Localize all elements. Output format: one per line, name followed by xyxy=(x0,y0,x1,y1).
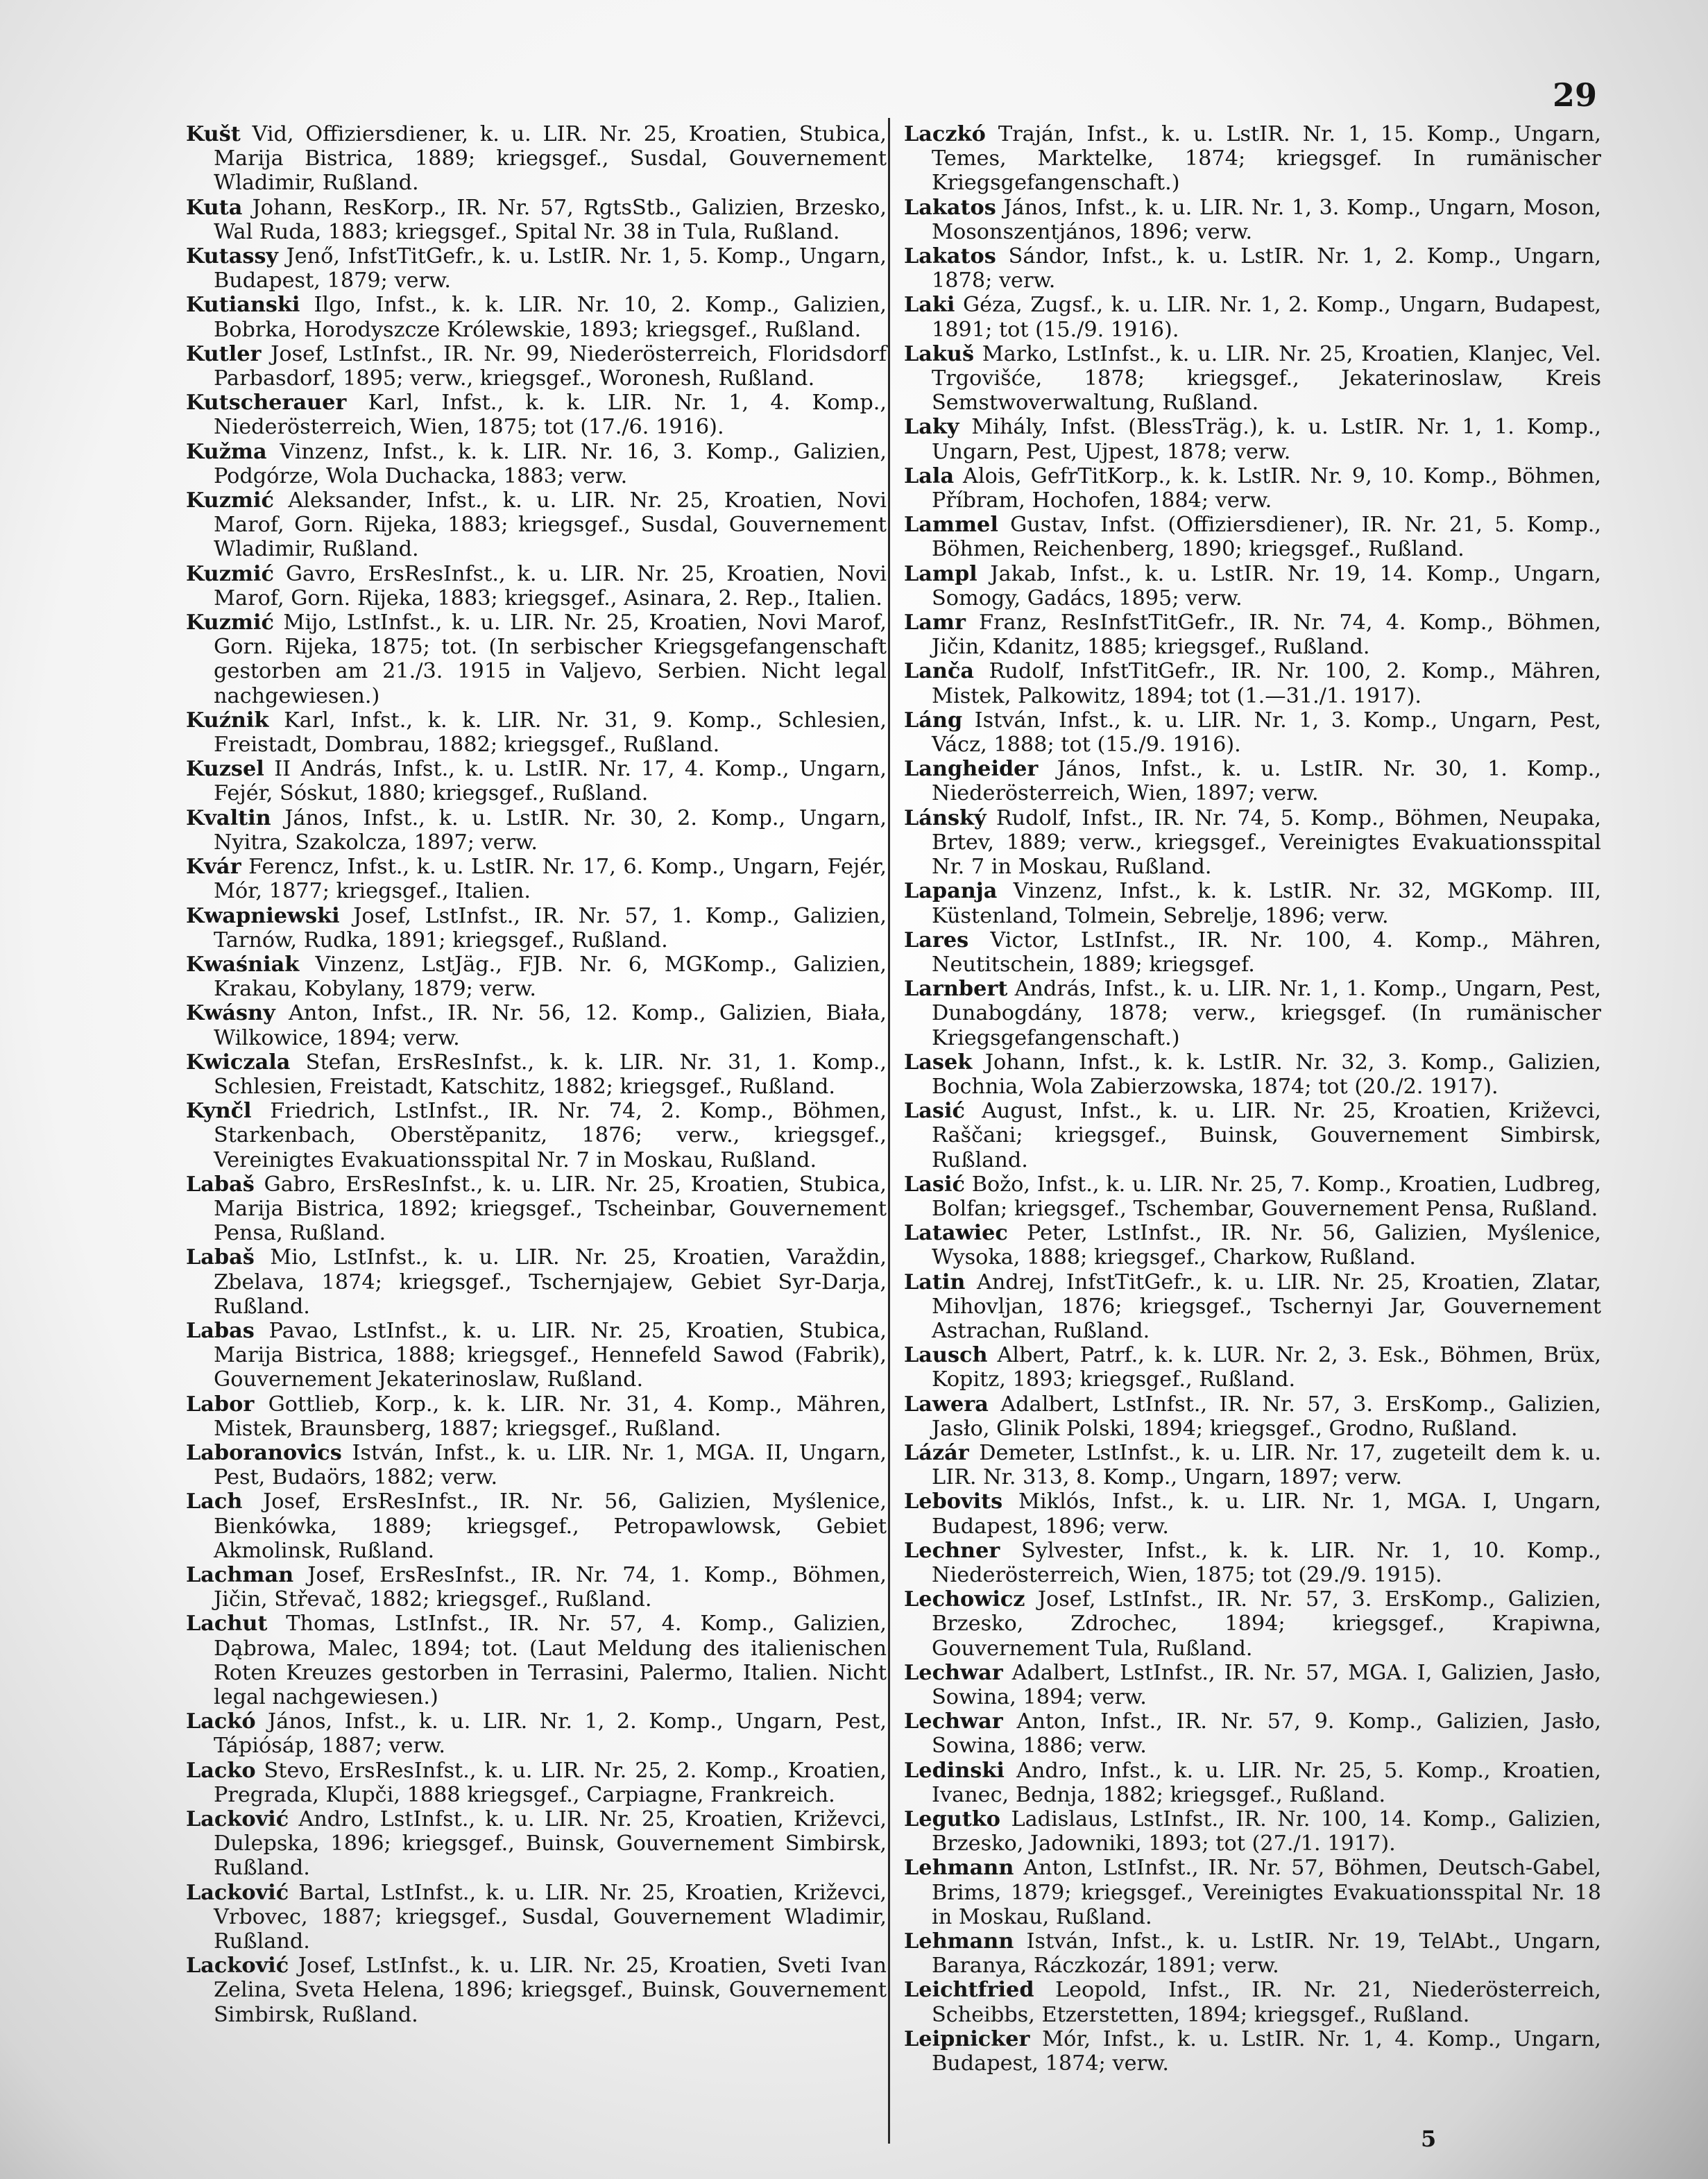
entry-surname: Kužma xyxy=(186,439,267,464)
entry-details: Stevo, ErsResInfst., k. u. LIR. Nr. 25, 2. Komp., Kroatien, Pregrada, Klupči, 1888 kriegsgef., Carpiagne, Frankreich. xyxy=(214,1758,887,1807)
register-entry xyxy=(904,293,1601,341)
entry-surname: Labaš xyxy=(186,1245,255,1270)
entry-details: István, Infst., k. u. LIR. Nr. 1, 3. Komp., Ungarn, Pest, Vácz, 1888; tot (15./9. 1916). xyxy=(932,708,1601,758)
entry-details: Aleksander, Infst., k. u. LIR. Nr. 25, Kroatien, Novi Marof, Gorn. Rijeka, 1883; kriegsgef., Susdal, Gouvernement Wladimir, Rußland. xyxy=(214,488,887,562)
register-entry xyxy=(904,928,1601,977)
entry-details: Andro, LstInfst., k. u. LIR. Nr. 25, Kroatien, Križevci, Dulepska, 1896; kriegsgef., Buinsk, Gouvernement Simbirsk, Rußland. xyxy=(214,1807,887,1881)
register-entry xyxy=(904,562,1601,610)
entry-surname: Lacković xyxy=(186,1880,289,1905)
entry-details: Ilgo, Infst., k. k. LIR. Nr. 10, 2. Komp., Galizien, Bobrka, Horodyszcze Królewskie, 1893; kriegsgef., Rußland. xyxy=(214,293,887,342)
entry-surname: Lachut xyxy=(186,1612,268,1637)
entry-details: Vinzenz, Infst., k. k. LIR. Nr. 16, 3. Komp., Galizien, Podgórze, Wola Duchacka, 1883; verw. xyxy=(214,439,887,488)
entry-surname: Lánský xyxy=(904,805,987,830)
entry-surname: Lakuš xyxy=(904,341,975,366)
column-divider xyxy=(888,118,890,2144)
entry-surname: Lampl xyxy=(904,561,977,586)
entry-surname: Lehmann xyxy=(904,1929,1014,1954)
entry-surname: Laczkó xyxy=(904,122,986,146)
entry-details: Bartal, LstInfst., k. u. LIR. Nr. 25, Kroatien, Križevci, Vrbovec, 1887; kriegsgef., Susdal, Gouvernement Wladimir, Rußland. xyxy=(214,1880,887,1954)
entry-surname: Latin xyxy=(904,1270,966,1294)
entry-details: Johann, ResKorp., IR. Nr. 57, RgtsStb., Galizien, Brzesko, Wal Ruda, 1883; kriegsgef., Spital Nr. 38 in Tula, Rußland. xyxy=(214,195,887,244)
register-entry xyxy=(186,1172,887,1246)
entry-surname: Lammel xyxy=(904,513,998,538)
entry-details: Johann, Infst., k. k. LstIR. Nr. 32, 3. Komp., Galizien, Bochnia, Wola Zabierzowska, 1874; tot (20./2. 1917). xyxy=(932,1050,1601,1099)
entry-surname: Lanča xyxy=(904,659,975,684)
entry-surname: Lapanja xyxy=(904,879,998,904)
entry-details: Albert, Patrf., k. k. LUR. Nr. 2, 3. Esk., Böhmen, Brüx, Kopitz, 1893; kriegsgef., Rußland. xyxy=(932,1343,1601,1392)
entry-surname: Kuzsel xyxy=(186,757,264,782)
entry-surname: Labaš xyxy=(186,1172,255,1197)
entry-details: Andrej, InfstTitGefr., k. u. LIR. Nr. 25, Kroatien, Zlatar, Mihovljan, 1876; kriegsgef., Tschernyi Jar, Gouvernement Astrachan, Rußland. xyxy=(932,1270,1601,1343)
entry-surname: Kutianski xyxy=(186,293,300,318)
entry-details: Demeter, LstInfst., k. u. LIR. Nr. 17, zugeteilt dem k. u. LIR. Nr. 313, 8. Komp., Ungarn, 1897; verw. xyxy=(932,1440,1601,1490)
register-entry xyxy=(904,879,1601,928)
entry-surname: Kutassy xyxy=(186,244,279,269)
register-entry xyxy=(186,757,887,805)
register-entry xyxy=(186,196,887,244)
entry-surname: Lechner xyxy=(904,1538,1000,1563)
entry-details: Josef, LstInfst., IR. Nr. 99, Niederösterreich, Floridsdorf Parbasdorf, 1895; verw., kriegsgef., Woronesh, Rußland. xyxy=(214,341,887,391)
entry-details: Victor, LstInfst., IR. Nr. 100, 4. Komp., Mähren, Neutitschein, 1889; kriegsgef. xyxy=(932,928,1601,977)
entry-details: August, Infst., k. u. LIR. Nr. 25, Kroatien, Križevci, Raščani; kriegsgef., Buinsk, Gouvernement Simbirsk, Rußland. xyxy=(932,1099,1601,1172)
register-entry xyxy=(904,1343,1601,1392)
register-entry xyxy=(904,1539,1601,1587)
register-entry xyxy=(904,977,1601,1050)
entry-details: Mijo, LstInfst., k. u. LIR. Nr. 25, Kroatien, Novi Marof, Gorn. Rijeka, 1875; tot. (In serbischer Kriegsgefangenschaft gestorben am 21./3. 1915 in Valjevo, Serbien. Nicht legal nachgewiesen.) xyxy=(214,610,887,708)
register-entry xyxy=(904,1392,1601,1441)
register-entry xyxy=(904,1099,1601,1172)
entry-surname: Kwaśniak xyxy=(186,952,300,977)
entry-details: Leopold, Infst., IR. Nr. 21, Niederösterreich, Scheibbs, Etzerstetten, 1894; kriegsgef., Rußland. xyxy=(932,1978,1601,2027)
entry-surname: Laky xyxy=(904,415,959,440)
register-entry xyxy=(186,904,887,952)
right-column xyxy=(904,122,1601,2076)
entry-surname: Kwiczala xyxy=(186,1050,291,1075)
register-entry xyxy=(904,1856,1601,1929)
register-entry xyxy=(186,1881,887,1954)
entry-details: Sylvester, Infst., k. k. LIR. Nr. 1, 10. Komp., Niederösterreich, Wien, 1875; tot (29./9. 1915). xyxy=(932,1538,1601,1587)
register-entry xyxy=(186,1245,887,1319)
entry-details: Gottlieb, Korp., k. k. LIR. Nr. 31, 4. Komp., Mähren, Mistek, Braunsberg, 1887; kriegsgef., Rußland. xyxy=(214,1392,887,1441)
register-entry xyxy=(186,1392,887,1441)
entry-details: Adalbert, LstInfst., IR. Nr. 57, MGA. I, Galizien, Jasło, Sowina, 1894; verw. xyxy=(932,1660,1601,1709)
register-entry xyxy=(904,806,1601,880)
register-entry xyxy=(186,708,887,757)
register-entry xyxy=(186,1489,887,1563)
left-column xyxy=(186,122,887,2027)
entry-details: II András, Infst., k. u. LstIR. Nr. 17, 4. Komp., Ungarn, Fejér, Sóskut, 1880; kriegsgef., Rußland. xyxy=(214,757,887,806)
entry-surname: Labas xyxy=(186,1318,255,1343)
entry-surname: Kuzmić xyxy=(186,610,274,635)
entry-surname: Lechwar xyxy=(904,1709,1003,1734)
entry-details: Rudolf, InfstTitGefr., IR. Nr. 100, 2. Komp., Mähren, Mistek, Palkowitz, 1894; tot (1.—31./1. 1917). xyxy=(932,659,1601,708)
entry-surname: Lasić xyxy=(904,1099,965,1124)
register-entry xyxy=(904,1587,1601,1661)
entry-surname: Lebovits xyxy=(904,1489,1003,1514)
register-entry xyxy=(904,342,1601,416)
register-entry xyxy=(186,1050,887,1099)
register-entry xyxy=(186,440,887,488)
register-entry xyxy=(904,1270,1601,1344)
entry-details: Friedrich, LstInfst., IR. Nr. 74, 2. Komp., Böhmen, Starkenbach, Oberstěpanitz, 1876; verw., kriegsgef., Vereinigtes Evakuationsspital Nr. 7 in Moskau, Rußland. xyxy=(214,1099,887,1172)
register-entry xyxy=(904,513,1601,561)
entry-details: Jakab, Infst., k. u. LstIR. Nr. 19, 14. Komp., Ungarn, Somogy, Gadács, 1895; verw. xyxy=(932,561,1601,610)
entry-surname: Lausch xyxy=(904,1343,988,1368)
entry-details: Mio, LstInfst., k. u. LIR. Nr. 25, Kroatien, Varaždin, Zbelava, 1874; kriegsgef., Tschernjajew, Gebiet Syr-Darja, Rußland. xyxy=(214,1245,887,1319)
entry-details: Ladislaus, LstInfst., IR. Nr. 100, 14. Komp., Galizien, Brzesko, Jadowniki, 1893; tot (27./1. 1917). xyxy=(932,1807,1601,1856)
entry-details: János, Infst., k. u. LstIR. Nr. 30, 1. Komp., Niederösterreich, Wien, 1897; verw. xyxy=(932,757,1601,806)
register-entry xyxy=(904,415,1601,463)
entry-surname: Lakatos xyxy=(904,195,996,220)
entry-details: Marko, LstInfst., k. u. LIR. Nr. 25, Kroatien, Klanjec, Vel. Trgovišće, 1878; kriegsgef., Jekaterinoslaw, Kreis Semstwoverwaltung, Rußland. xyxy=(932,341,1601,416)
entry-surname: Lach xyxy=(186,1489,243,1514)
entry-surname: Larnbert xyxy=(904,977,1008,1002)
register-entry xyxy=(904,1441,1601,1489)
register-entry xyxy=(904,464,1601,513)
entry-surname: Legutko xyxy=(904,1807,1000,1832)
register-entry xyxy=(904,1929,1601,1978)
entry-details: Josef, ErsResInfst., IR. Nr. 74, 1. Komp., Böhmen, Jičin, Střevač, 1882; kriegsgef., Rußland. xyxy=(214,1562,887,1612)
register-entry xyxy=(186,342,887,391)
entry-surname: Langheider xyxy=(904,757,1039,782)
entry-surname: Kuźnik xyxy=(186,708,269,733)
entry-surname: Lacko xyxy=(186,1758,256,1783)
entry-details: Peter, LstInfst., IR. Nr. 56, Galizien, Myślenice, Wysoka, 1888; kriegsgef., Charkow, Rußland. xyxy=(932,1221,1601,1270)
register-entry xyxy=(904,1050,1601,1099)
entry-surname: Lakatos xyxy=(904,244,996,269)
entry-surname: Lacković xyxy=(186,1954,289,1979)
entry-details: Josef, LstInfst., IR. Nr. 57, 3. ErsKomp., Galizien, Brzesko, Zdrochec, 1894; kriegsgef., Krapiwna, Gouvernement Tula, Rußland. xyxy=(932,1587,1601,1661)
register-entry xyxy=(904,1221,1601,1270)
register-entry xyxy=(186,562,887,610)
entry-surname: Kušt xyxy=(186,122,241,146)
entry-surname: Kuzmić xyxy=(186,561,274,586)
entry-surname: Kynčl xyxy=(186,1099,252,1124)
register-entry xyxy=(904,1709,1601,1758)
entry-details: Karl, Infst., k. k. LIR. Nr. 31, 9. Komp., Schlesien, Freistadt, Dombrau, 1882; kriegsgef., Rußland. xyxy=(214,708,887,758)
entry-surname: Lamr xyxy=(904,610,966,635)
entry-surname: Kwásny xyxy=(186,1001,275,1026)
entry-details: János, Infst., k. u. LIR. Nr. 1, 2. Komp., Ungarn, Pest, Tápiósáp, 1887; verw. xyxy=(214,1709,887,1759)
entry-surname: Lasić xyxy=(904,1172,965,1197)
register-entry xyxy=(904,757,1601,805)
entry-surname: Lechowicz xyxy=(904,1587,1025,1612)
entry-surname: Lares xyxy=(904,928,969,952)
entry-details: Josef, ErsResInfst., IR. Nr. 56, Galizien, Myślenice, Bienkówka, 1889; kriegsgef., Petropawlowsk, Gebiet Akmolinsk, Rußland. xyxy=(214,1489,887,1563)
entry-details: Adalbert, LstInfst., IR. Nr. 57, 3. ErsKomp., Galizien, Jasło, Glinik Polski, 1894; kriegsgef., Grodno, Rußland. xyxy=(932,1392,1601,1441)
entry-details: Mihály, Infst. (BlessTräg.), k. u. LstIR. Nr. 1, 1. Komp., Ungarn, Pest, Ujpest, 1878; verw. xyxy=(932,415,1601,464)
entry-surname: Kwapniewski xyxy=(186,903,340,928)
register-entry xyxy=(186,610,887,708)
entry-surname: Labor xyxy=(186,1392,255,1417)
entry-surname: Láng xyxy=(904,708,963,733)
register-entry xyxy=(904,122,1601,196)
entry-surname: Lawera xyxy=(904,1392,989,1417)
entry-surname: Lachman xyxy=(186,1562,294,1587)
entry-details: Anton, LstInfst., IR. Nr. 57, Böhmen, Deutsch-Gabel, Brims, 1879; kriegsgef., Vereinigtes Evakuationsspital Nr. 18 in Moskau, Rußland. xyxy=(932,1856,1601,1929)
entry-surname: Laboranovics xyxy=(186,1440,342,1465)
entry-details: Gavro, ErsResInfst., k. u. LIR. Nr. 25, Kroatien, Novi Marof, Gorn. Rijeka, 1883; kriegsgef., Asinara, 2. Rep., Italien. xyxy=(214,561,887,610)
register-entry xyxy=(904,2027,1601,2076)
entry-surname: Lala xyxy=(904,463,955,488)
entry-surname: Kuta xyxy=(186,195,243,220)
register-entry xyxy=(904,1489,1601,1538)
register-entry xyxy=(186,855,887,903)
entry-details: Vinzenz, LstJäg., FJB. Nr. 6, MGKomp., Galizien, Krakau, Kobylany, 1879; verw. xyxy=(214,952,887,1002)
register-entry xyxy=(186,1807,887,1881)
entry-details: Vinzenz, Infst., k. k. LstIR. Nr. 32, MGKomp. III, Küstenland, Tolmein, Sebrelje, 1896; verw. xyxy=(932,879,1601,928)
entry-surname: Lacković xyxy=(186,1807,289,1832)
register-entry xyxy=(186,806,887,855)
register-entry xyxy=(904,1807,1601,1856)
entry-details: Rudolf, Infst., IR. Nr. 74, 5. Komp., Böhmen, Neupaka, Brtev, 1889; verw., kriegsgef., Vereinigtes Evakuationsspital Nr. 7 in Moskau, Rußland. xyxy=(932,805,1601,880)
entry-surname: Kuzmić xyxy=(186,488,274,513)
register-entry xyxy=(186,391,887,439)
entry-details: Vid, Offiziersdiener, k. u. LIR. Nr. 25, Kroatien, Stubica, Marija Bistrica, 1889; kriegsgef., Susdal, Gouvernement Wladimir, Rußland. xyxy=(214,122,887,196)
entry-details: Miklós, Infst., k. u. LIR. Nr. 1, MGA. I, Ungarn, Budapest, 1896; verw. xyxy=(932,1489,1601,1539)
register-entry xyxy=(186,1759,887,1807)
entry-surname: Lázár xyxy=(904,1440,969,1465)
entry-surname: Kutler xyxy=(186,341,262,366)
entry-details: János, Infst., k. u. LstIR. Nr. 30, 2. Komp., Ungarn, Nyitra, Szakolcza, 1897; verw. xyxy=(214,805,887,855)
entry-details: Gabro, ErsResInfst., k. u. LIR. Nr. 25, Kroatien, Stubica, Marija Bistrica, 1892; kriegsgef., Tscheinbar, Gouvernement Pensa, Rußland. xyxy=(214,1172,887,1246)
register-entry xyxy=(186,1099,887,1172)
entry-surname: Kvaltin xyxy=(186,805,271,830)
entry-details: Stefan, ErsResInfst., k. k. LIR. Nr. 31, 1. Komp., Schlesien, Freistadt, Katschitz, 1882; kriegsgef., Rußland. xyxy=(214,1050,887,1099)
entry-details: István, Infst., k. u. LstIR. Nr. 19, TelAbt., Ungarn, Baranya, Ráczkozár, 1891; verw. xyxy=(932,1929,1601,1979)
entry-details: Jenő, InfstTitGefr., k. u. LstIR. Nr. 1, 5. Komp., Ungarn, Budapest, 1879; verw. xyxy=(214,244,887,293)
entry-details: Božo, Infst., k. u. LIR. Nr. 25, 7. Komp., Kroatien, Ludbreg, Bolfan; kriegsgef., Tschembar, Gouvernement Pensa, Rußland. xyxy=(932,1172,1601,1221)
entry-details: Thomas, LstInfst., IR. Nr. 57, 4. Komp., Galizien, Dąbrowa, Malec, 1894; tot. (Laut Meldung des italienischen Roten Kreuzes gestorben in Terrasini, Palermo, Italien. Nicht legal nachgewiesen.) xyxy=(214,1612,887,1709)
entry-details: Ferencz, Infst., k. u. LstIR. Nr. 17, 6. Komp., Ungarn, Fejér, Mór, 1877; kriegsgef., Italien. xyxy=(214,855,887,904)
register-entry xyxy=(904,1661,1601,1709)
entry-surname: Ledinski xyxy=(904,1758,1005,1783)
register-entry xyxy=(904,244,1601,293)
register-entry xyxy=(186,244,887,293)
register-entry xyxy=(186,293,887,341)
entry-details: Sándor, Infst., k. u. LstIR. Nr. 1, 2. Komp., Ungarn, 1878; verw. xyxy=(932,244,1601,293)
register-entry xyxy=(904,1172,1601,1221)
entry-details: Géza, Zugsf., k. u. LIR. Nr. 1, 2. Komp., Ungarn, Budapest, 1891; tot (15./9. 1916). xyxy=(932,293,1601,342)
entry-details: Traján, Infst., k. u. LstIR. Nr. 1, 15. Komp., Ungarn, Temes, Marktelke, 1874; kriegsgef. In rumänischer Kriegsgefangenschaft.) xyxy=(932,122,1601,196)
register-entry xyxy=(904,659,1601,708)
entry-details: Josef, LstInfst., IR. Nr. 57, 1. Komp., Galizien, Tarnów, Rudka, 1891; kriegsgef., Rußland. xyxy=(214,903,887,952)
register-entry xyxy=(186,488,887,562)
register-entry xyxy=(186,1001,887,1050)
entry-surname: Laki xyxy=(904,293,955,318)
register-entry xyxy=(904,708,1601,757)
entry-surname: Leipnicker xyxy=(904,2026,1030,2051)
signature-mark: 5 xyxy=(1421,2126,1437,2152)
page-number: 29 xyxy=(1552,76,1597,114)
entry-details: Andro, Infst., k. u. LIR. Nr. 25, 5. Komp., Kroatien, Ivanec, Bednja, 1882; kriegsgef., Rußland. xyxy=(932,1758,1601,1807)
register-entry xyxy=(904,196,1601,244)
entry-details: Pavao, LstInfst., k. u. LIR. Nr. 25, Kroatien, Stubica, Marija Bistrica, 1888; kriegsgef., Hennefeld Sawod (Fabrik), Gouvernement Jekaterinoslaw, Rußland. xyxy=(214,1318,887,1392)
entry-details: Josef, LstInfst., k. u. LIR. Nr. 25, Kroatien, Sveti Ivan Zelina, Sveta Helena, 1896; kriegsgef., Buinsk, Gouvernement Simbirsk, Rußland. xyxy=(214,1954,887,2027)
register-entry xyxy=(186,1954,887,2027)
entry-details: János, Infst., k. u. LIR. Nr. 1, 3. Komp., Ungarn, Moson, Mosonszentjános, 1896; verw. xyxy=(932,195,1601,244)
entry-surname: Lechwar xyxy=(904,1660,1003,1685)
entry-surname: Latawiec xyxy=(904,1221,1008,1246)
register-entry xyxy=(904,610,1601,659)
register-entry xyxy=(186,1563,887,1612)
entry-surname: Lehmann xyxy=(904,1856,1014,1881)
entry-details: Gustav, Infst. (Offiziersdiener), IR. Nr. 21, 5. Komp., Böhmen, Reichenberg, 1890; kriegsgef., Rußland. xyxy=(932,513,1601,562)
entry-surname: Kvár xyxy=(186,855,241,880)
entry-surname: Kutscherauer xyxy=(186,391,347,416)
entry-details: Karl, Infst., k. k. LIR. Nr. 1, 4. Komp., Niederösterreich, Wien, 1875; tot (17./6. 1916). xyxy=(214,391,887,440)
register-entry xyxy=(904,1978,1601,2026)
register-entry xyxy=(186,1441,887,1489)
register-entry xyxy=(186,952,887,1001)
entry-surname: Leichtfried xyxy=(904,1978,1034,2003)
register-entry xyxy=(186,1709,887,1758)
register-entry xyxy=(904,1759,1601,1807)
entry-surname: Lackó xyxy=(186,1709,256,1734)
entry-details: Franz, ResInfstTitGefr., IR. Nr. 74, 4. Komp., Böhmen, Jičin, Kdanitz, 1885; kriegsgef., Rußland. xyxy=(932,610,1601,660)
entry-details: Alois, GefrTitKorp., k. k. LstIR. Nr. 9, 10. Komp., Böhmen, Příbram, Hochofen, 1884; verw. xyxy=(932,463,1601,513)
entry-surname: Lasek xyxy=(904,1050,973,1075)
entry-details: Anton, Infst., IR. Nr. 56, 12. Komp., Galizien, Biała, Wilkowice, 1894; verw. xyxy=(214,1001,887,1050)
entry-details: Anton, Infst., IR. Nr. 57, 9. Komp., Galizien, Jasło, Sowina, 1886; verw. xyxy=(932,1709,1601,1759)
register-entry xyxy=(186,1319,887,1392)
register-entry xyxy=(186,122,887,196)
entry-details: István, Infst., k. u. LIR. Nr. 1, MGA. II, Ungarn, Pest, Budaörs, 1882; verw. xyxy=(214,1440,887,1490)
entry-details: András, Infst., k. u. LIR. Nr. 1, 1. Komp., Ungarn, Pest, Dunabogdány, 1878; verw., kriegsgef. (In rumänischer Kriegsgefangenschaft.) xyxy=(932,977,1601,1050)
entry-details: Mór, Infst., k. u. LstIR. Nr. 1, 4. Komp., Ungarn, Budapest, 1874; verw. xyxy=(932,2026,1601,2076)
register-entry xyxy=(186,1612,887,1709)
